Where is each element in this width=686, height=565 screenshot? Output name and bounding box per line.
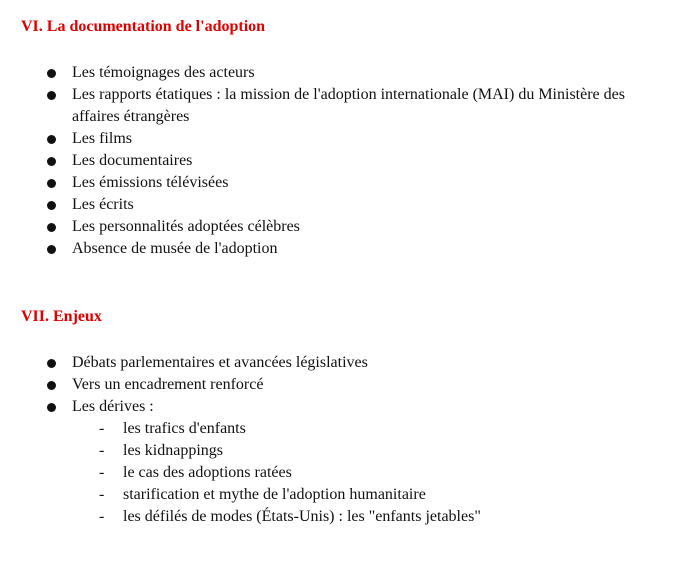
- bullet-icon: [47, 245, 56, 254]
- sublist-item-text: les défilés de modes (États-Unis) : les "enfants jetables": [123, 508, 481, 525]
- list-item-text: Les émissions télévisées: [72, 174, 229, 191]
- list-item: [0, 374, 686, 396]
- dash-icon: -: [99, 508, 105, 525]
- bullet-icon: [47, 157, 56, 166]
- bullet-icon: [47, 135, 56, 144]
- sublist-item: [72, 440, 668, 462]
- section-heading-documentation: VI. La documentation de l'adoption: [21, 18, 266, 35]
- section-heading-enjeux: VII. Enjeux: [21, 308, 102, 325]
- bullet-icon: [47, 201, 56, 210]
- sublist-item: [72, 418, 668, 440]
- bullet-icon: [47, 223, 56, 232]
- list-item-text: Vers un encadrement renforcé: [72, 376, 264, 393]
- bullet-icon: [47, 359, 56, 368]
- list-item-text: Les documentaires: [72, 152, 193, 169]
- list-item: [0, 194, 686, 216]
- bullet-icon: [47, 179, 56, 188]
- list-item: [0, 150, 686, 172]
- list-item: [0, 216, 686, 238]
- documentation-list: [0, 62, 686, 260]
- sublist-item-text: les kidnappings: [123, 442, 223, 459]
- list-item-text: Les dérives :: [72, 398, 154, 415]
- list-item-text: Débats parlementaires et avancées législatives: [72, 354, 368, 371]
- derives-sublist: [72, 418, 668, 528]
- list-item-text: Les films: [72, 130, 132, 147]
- list-item-text: Les témoignages des acteurs: [72, 64, 255, 81]
- dash-icon: -: [99, 442, 105, 459]
- list-item-text: Les écrits: [72, 196, 134, 213]
- sublist-item-text: starification et mythe de l'adoption humanitaire: [123, 486, 426, 503]
- list-item: [0, 172, 686, 194]
- list-item: [0, 128, 686, 150]
- list-item-text: Absence de musée de l'adoption: [72, 240, 278, 257]
- list-item: [0, 62, 686, 84]
- bullet-icon: [47, 69, 56, 78]
- bullet-icon: [47, 403, 56, 412]
- list-item: [0, 84, 686, 128]
- list-item: [0, 352, 686, 374]
- bullet-icon: [47, 381, 56, 390]
- list-item-text: Les rapports étatiques : la mission de l'adoption internationale (MAI) du Ministère des affaires étrangères: [72, 86, 625, 125]
- sublist-item: [72, 484, 668, 506]
- dash-icon: -: [99, 420, 105, 437]
- dash-icon: -: [99, 464, 105, 481]
- bullet-icon: [47, 91, 56, 100]
- sublist-item-text: les trafics d'enfants: [123, 420, 246, 437]
- list-item-text: Les personnalités adoptées célèbres: [72, 218, 300, 235]
- sublist-item: [72, 462, 668, 484]
- list-item: [0, 396, 686, 528]
- sublist-item: [72, 506, 668, 528]
- enjeux-list: [0, 352, 686, 528]
- sublist-item-text: le cas des adoptions ratées: [123, 464, 292, 481]
- list-item: [0, 238, 686, 260]
- dash-icon: -: [99, 486, 105, 503]
